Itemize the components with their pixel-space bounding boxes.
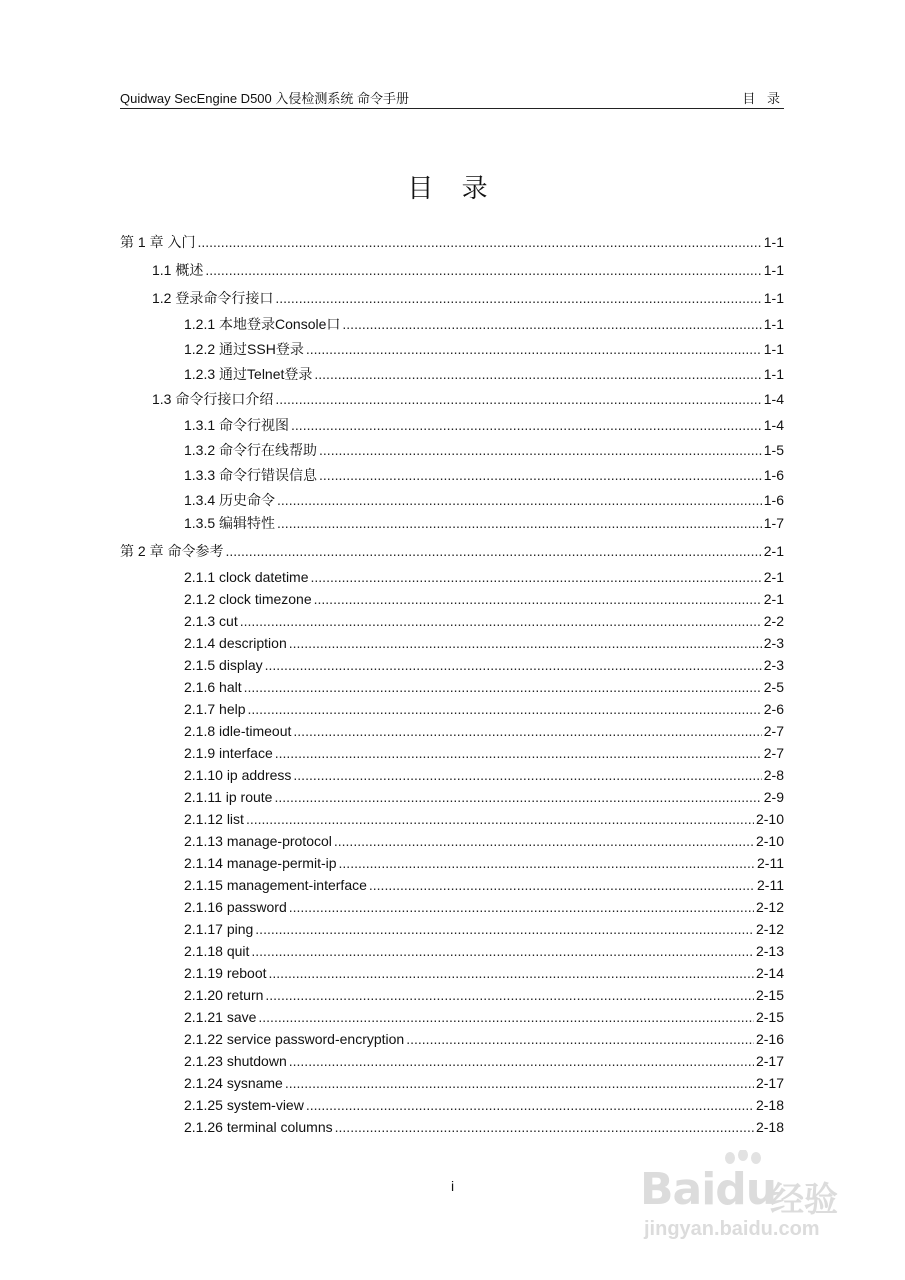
toc-entry-page: 2-18 [755, 1119, 784, 1135]
toc-entry[interactable] [184, 897, 784, 917]
toc-entry-page: 1-6 [763, 492, 784, 508]
toc-entry-page: 2-16 [755, 1031, 784, 1047]
toc-entry-page: 2-13 [755, 943, 784, 959]
toc-dot-leader [265, 655, 762, 675]
toc-entry-page: 1-4 [763, 417, 784, 433]
toc-entry-label: 2.1.17 ping [184, 921, 254, 937]
toc-dot-leader [406, 1029, 754, 1049]
toc-entry-page: 2-6 [763, 701, 784, 717]
toc-entry-label: 第 2 章 命令参考 [120, 543, 224, 559]
toc-entry-page: 1-1 [763, 366, 784, 382]
toc-entry-label: 2.1.4 description [184, 635, 287, 651]
toc-dot-leader [240, 611, 762, 631]
toc-entry[interactable] [184, 809, 784, 829]
toc-entry-page: 2-17 [755, 1053, 784, 1069]
toc-entry-label: 2.1.21 save [184, 1009, 257, 1025]
toc-entry[interactable] [184, 1073, 784, 1093]
toc-entry-label: 1.2 登录命令行接口 [152, 290, 274, 306]
toc-dot-leader [225, 541, 761, 561]
toc-dot-leader [291, 415, 762, 435]
toc-entry[interactable] [152, 288, 784, 308]
toc-entry-page: 1-1 [763, 234, 784, 250]
toc-entry[interactable] [184, 415, 784, 435]
watermark-brand: Baidu [640, 1164, 777, 1215]
toc-dot-leader [275, 743, 762, 763]
toc-dot-leader [319, 440, 762, 460]
toc-entry-page: 2-3 [763, 657, 784, 673]
toc-entry-label: 2.1.16 password [184, 899, 287, 915]
toc-entry[interactable] [184, 721, 784, 741]
toc-entry-page: 2-10 [755, 833, 784, 849]
toc-entry[interactable] [120, 232, 784, 252]
toc-entry[interactable] [184, 490, 784, 510]
toc-dot-leader [334, 831, 754, 851]
toc-entry-label: 2.1.18 quit [184, 943, 250, 959]
toc-entry-page: 1-1 [763, 262, 784, 278]
toc-entry[interactable] [184, 611, 784, 631]
toc-dot-leader [335, 1117, 754, 1137]
toc-entry-page: 2-1 [763, 569, 784, 585]
toc-dot-leader [339, 853, 755, 873]
toc-entry-page: 1-7 [763, 515, 784, 531]
toc-entry[interactable] [184, 589, 784, 609]
toc-entry[interactable] [184, 699, 784, 719]
toc-dot-leader [274, 787, 761, 807]
toc-entry-label: 2.1.9 interface [184, 745, 273, 761]
toc-entry[interactable] [184, 1007, 784, 1027]
toc-entry-label: 1.3 命令行接口介绍 [152, 391, 274, 407]
toc-dot-leader [258, 1007, 754, 1027]
toc-entry-label: 1.3.1 命令行视图 [184, 417, 290, 433]
toc-entry[interactable] [184, 513, 784, 533]
toc-dot-leader [319, 465, 762, 485]
toc-entry-label: 2.1.11 ip route [184, 789, 273, 805]
toc-entry-label: 1.2.3 通过Telnet登录 [184, 366, 313, 382]
toc-entry[interactable] [184, 831, 784, 851]
toc-entry-label: 2.1.7 help [184, 701, 246, 717]
baidu-watermark [640, 1150, 880, 1250]
toc-entry[interactable] [152, 260, 784, 280]
page-number: i [450, 1178, 455, 1194]
toc-dot-leader [342, 314, 761, 334]
toc-entry[interactable] [152, 389, 784, 409]
toc-entry-label: 2.1.13 manage-protocol [184, 833, 332, 849]
toc-entry-label: 2.1.24 sysname [184, 1075, 283, 1091]
toc-entry-page: 2-12 [755, 921, 784, 937]
watermark-cn: 经验 [770, 1181, 838, 1219]
toc-entry-page: 2-9 [763, 789, 784, 805]
toc-entry-label: 2.1.2 clock timezone [184, 591, 312, 607]
toc-dot-leader [277, 490, 762, 510]
toc-entry-label: 第 1 章 入门 [120, 234, 196, 250]
toc-entry[interactable] [184, 787, 784, 807]
toc-entry-label: 1.3.5 编辑特性 [184, 515, 276, 531]
toc-entry-page: 2-7 [763, 723, 784, 739]
toc-entry[interactable] [184, 875, 784, 895]
toc-entry-page: 1-5 [763, 442, 784, 458]
toc-entry[interactable] [184, 655, 784, 675]
toc-entry-label: 1.1 概述 [152, 262, 204, 278]
toc-entry-page: 2-1 [763, 591, 784, 607]
toc-dot-leader [197, 232, 761, 252]
toc-dot-leader [314, 589, 762, 609]
toc-entry-label: 1.2.1 本地登录Console口 [184, 316, 341, 332]
toc-dot-leader [369, 875, 755, 895]
toc-entry[interactable] [184, 567, 784, 587]
toc-entry-page: 2-2 [763, 613, 784, 629]
toc-dot-leader [251, 941, 754, 961]
page-header [120, 88, 784, 109]
toc-entry[interactable] [184, 633, 784, 653]
toc-dot-leader [306, 1095, 754, 1115]
toc-dot-leader [289, 897, 754, 917]
toc-entry[interactable] [120, 541, 784, 561]
toc-entry-page: 2-5 [763, 679, 784, 695]
toc-dot-leader [289, 1051, 754, 1071]
toc-entry[interactable] [184, 314, 784, 334]
toc-entry-page: 2-12 [755, 899, 784, 915]
toc-dot-leader [285, 1073, 754, 1093]
toc-entry-page: 1-1 [763, 316, 784, 332]
toc-entry-label: 2.1.12 list [184, 811, 244, 827]
toc-entry-label: 2.1.6 halt [184, 679, 242, 695]
toc-entry-page: 2-17 [755, 1075, 784, 1091]
toc-entry-page: 2-11 [757, 855, 784, 871]
toc-entry-label: 2.1.25 system-view [184, 1097, 304, 1113]
watermark-url: jingyan.baidu.com [644, 1218, 820, 1240]
toc-entry-label: 2.1.23 shutdown [184, 1053, 287, 1069]
toc-entry-page: 2-1 [763, 543, 784, 559]
toc-entry-label: 2.1.10 ip address [184, 767, 292, 783]
toc-entry[interactable] [184, 743, 784, 763]
toc-entry-page: 2-14 [755, 965, 784, 981]
toc-entry-page: 1-1 [763, 290, 784, 306]
toc-entry[interactable] [184, 765, 784, 785]
toc-entry-label: 1.2.2 通过SSH登录 [184, 341, 304, 357]
toc-dot-leader [275, 389, 761, 409]
toc-dot-leader [248, 699, 762, 719]
toc-entry-label: 2.1.26 terminal columns [184, 1119, 333, 1135]
toc-entry-label: 2.1.1 clock datetime [184, 569, 309, 585]
toc-entry-page: 2-8 [763, 767, 784, 783]
toc-entry[interactable] [184, 339, 784, 359]
toc-entry-label: 2.1.20 return [184, 987, 264, 1003]
toc-entry-page: 2-7 [763, 745, 784, 761]
toc-entry[interactable] [184, 1117, 784, 1137]
toc-entry-label: 1.3.3 命令行错误信息 [184, 467, 318, 483]
toc-dot-leader [277, 513, 762, 533]
toc-entry-label: 2.1.3 cut [184, 613, 238, 629]
toc-entry[interactable] [184, 364, 784, 384]
toc-entry-page: 2-10 [755, 811, 784, 827]
toc-entry[interactable] [184, 941, 784, 961]
toc-entry-page: 2-18 [755, 1097, 784, 1113]
toc-entry[interactable] [184, 985, 784, 1005]
toc-entry-page: 2-15 [755, 987, 784, 1003]
toc-entry[interactable] [184, 465, 784, 485]
toc-dot-leader [306, 339, 762, 359]
toc-dot-leader [205, 260, 761, 280]
toc-dot-leader [314, 364, 761, 384]
toc-entry-page: 1-4 [763, 391, 784, 407]
page-title: 目 录 [407, 174, 498, 204]
toc-dot-leader [289, 633, 762, 653]
toc-entry[interactable] [184, 963, 784, 983]
toc-entry-label: 1.3.2 命令行在线帮助 [184, 442, 318, 458]
toc-entry-page: 2-11 [757, 877, 784, 893]
toc-entry-page: 2-3 [763, 635, 784, 651]
toc-entry-label: 2.1.19 reboot [184, 965, 267, 981]
toc-dot-leader [275, 288, 761, 308]
toc-entry-label: 2.1.22 service password-encryption [184, 1031, 405, 1047]
toc-dot-leader [246, 809, 754, 829]
toc-entry[interactable] [184, 677, 784, 697]
toc-dot-leader [265, 985, 754, 1005]
toc-dot-leader [255, 919, 754, 939]
header-section-name: 目 录 [742, 91, 784, 106]
toc-entry-page: 1-6 [763, 467, 784, 483]
toc-entry[interactable] [184, 853, 784, 873]
toc-entry[interactable] [184, 1051, 784, 1071]
header-document-title: Quidway SecEngine D500 入侵检测系统 命令手册 [120, 91, 409, 106]
toc-dot-leader [293, 721, 761, 741]
toc-entry[interactable] [184, 1095, 784, 1115]
toc-entry-label: 2.1.5 display [184, 657, 263, 673]
toc-entry-label: 2.1.14 manage-permit-ip [184, 855, 337, 871]
toc-entry-page: 1-1 [763, 341, 784, 357]
toc-entry-label: 2.1.8 idle-timeout [184, 723, 292, 739]
toc-entry[interactable] [184, 440, 784, 460]
toc-entry-page: 2-15 [755, 1009, 784, 1025]
toc-entry-label: 1.3.4 历史命令 [184, 492, 276, 508]
toc-dot-leader [269, 963, 754, 983]
toc-entry[interactable] [184, 919, 784, 939]
toc-dot-leader [244, 677, 762, 697]
toc-dot-leader [311, 567, 762, 587]
toc-dot-leader [293, 765, 761, 785]
toc-entry-label: 2.1.15 management-interface [184, 877, 367, 893]
toc-entry[interactable] [184, 1029, 784, 1049]
